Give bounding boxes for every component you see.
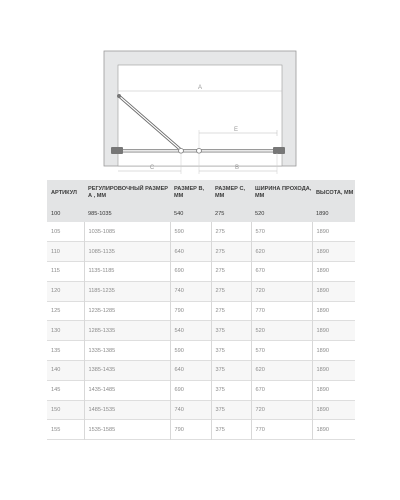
table-row	[47, 242, 355, 262]
table-row	[47, 400, 355, 420]
table-row	[47, 341, 355, 361]
cell-size-c: 375	[211, 341, 251, 361]
spec-table-wrap	[47, 180, 355, 440]
table-row	[47, 420, 355, 440]
label-c: C	[149, 165, 155, 171]
cell-passage-width: 720	[251, 400, 312, 420]
cell-height: 1890	[312, 400, 355, 420]
cell-article: 125	[51, 308, 61, 315]
cell-passage-width: 720	[251, 281, 312, 301]
cell-size-c: 275	[211, 222, 251, 242]
cell-size-c: 275	[211, 262, 251, 282]
cell-size-a: 1185-1235	[84, 281, 170, 301]
cell-article: 100	[51, 211, 61, 217]
cell-passage-width: 770	[251, 301, 312, 321]
left-profile	[111, 147, 123, 154]
cell-size-a: 1035-1085	[84, 222, 170, 242]
cell-size-a: 1285-1335	[84, 321, 170, 341]
cell-size-c: 375	[211, 400, 251, 420]
cell-size-a: 1385-1435	[84, 361, 170, 381]
header-size-a: РЕГУЛИРОВОЧНЫЙ РАЗМЕР А , ММ	[88, 186, 169, 199]
hinge	[117, 94, 121, 98]
table-row	[47, 206, 355, 222]
cell-size-a: 985-1035	[88, 211, 112, 217]
cell-article: 145	[51, 387, 61, 394]
cell-height: 1890	[312, 301, 355, 321]
table-row	[47, 301, 355, 321]
cell-size-c: 375	[211, 361, 251, 381]
cell-height: 1890	[312, 420, 355, 440]
cell-article: 115	[51, 268, 60, 275]
table-header	[47, 180, 355, 206]
cell-size-b: 790	[170, 301, 211, 321]
cell-size-a: 1335-1385	[84, 341, 170, 361]
label-b: B	[234, 165, 240, 171]
cell-height: 1890	[312, 361, 355, 381]
cell-size-b: 790	[170, 420, 211, 440]
cell-size-b: 540	[174, 211, 184, 217]
cell-height: 1890	[312, 341, 355, 361]
cell-size-a: 1085-1135	[84, 242, 170, 262]
table-row	[47, 380, 355, 400]
cell-height: 1890	[312, 380, 355, 400]
cell-article: 140	[51, 367, 61, 374]
cell-passage-width: 520	[251, 321, 312, 341]
cell-size-b: 690	[170, 262, 211, 282]
table-row	[47, 321, 355, 341]
header-height: ВЫСОТА, ММ	[316, 189, 354, 196]
header-article: АРТИКУЛ	[51, 189, 77, 196]
cell-size-c: 375	[211, 321, 251, 341]
cell-size-b: 740	[170, 400, 211, 420]
cell-height: 1890	[312, 242, 355, 262]
cell-passage-width: 520	[255, 211, 265, 217]
cell-size-c: 275	[211, 301, 251, 321]
cell-article: 155	[51, 426, 61, 433]
cell-height: 1890	[312, 281, 355, 301]
header-passage-width: ШИРИНА ПРОХОДА, ММ	[255, 186, 312, 199]
cell-height: 1890	[312, 262, 355, 282]
right-profile	[273, 147, 285, 154]
door-diagram-svg	[0, 0, 400, 180]
pivot-right	[197, 148, 202, 153]
cell-size-b: 540	[170, 321, 211, 341]
cell-passage-width: 670	[251, 380, 312, 400]
cell-passage-width: 570	[251, 222, 312, 242]
cell-size-b: 740	[170, 281, 211, 301]
cell-passage-width: 770	[251, 420, 312, 440]
cell-article: 110	[51, 248, 60, 255]
label-a: A	[197, 85, 203, 91]
cell-article: 105	[51, 228, 61, 235]
cell-size-c: 375	[211, 380, 251, 400]
header-size-c: РАЗМЕР C, ММ	[215, 186, 246, 199]
cell-article: 130	[51, 327, 61, 334]
cell-size-c: 275	[211, 281, 251, 301]
table-row	[47, 222, 355, 242]
cell-size-b: 590	[170, 222, 211, 242]
cell-size-c: 275	[211, 242, 251, 262]
cell-size-a: 1485-1535	[84, 400, 170, 420]
cell-size-b: 640	[170, 361, 211, 381]
cell-article: 120	[51, 288, 61, 295]
cell-size-a: 1435-1485	[84, 380, 170, 400]
table-row	[47, 262, 355, 282]
cell-passage-width: 620	[251, 242, 312, 262]
cell-size-b: 590	[170, 341, 211, 361]
table-body	[47, 206, 355, 440]
cell-size-a: 1135-1185	[84, 262, 170, 282]
cell-size-c: 275	[215, 211, 225, 217]
header-size-b: РАЗМЕР B, ММ	[174, 186, 205, 199]
cell-height: 1890	[312, 222, 355, 242]
door-diagram	[0, 0, 400, 180]
spec-table	[47, 180, 355, 440]
table-row	[47, 281, 355, 301]
cell-size-a: 1535-1585	[84, 420, 170, 440]
cell-height: 1890	[312, 321, 355, 341]
table-row	[47, 361, 355, 381]
cell-article: 150	[51, 407, 61, 414]
label-e: E	[233, 127, 239, 133]
cell-passage-width: 670	[251, 262, 312, 282]
cell-size-c: 375	[211, 420, 251, 440]
cell-size-a: 1235-1285	[84, 301, 170, 321]
cell-size-b: 640	[170, 242, 211, 262]
cell-article: 135	[51, 347, 61, 354]
cell-passage-width: 620	[251, 361, 312, 381]
cell-height: 1890	[316, 211, 329, 217]
cell-passage-width: 570	[251, 341, 312, 361]
cell-size-b: 690	[170, 380, 211, 400]
